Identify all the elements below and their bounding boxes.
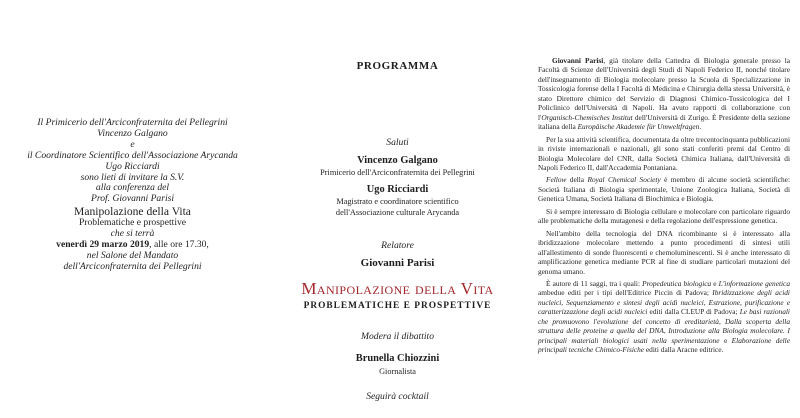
bio-paragraph: [538, 56, 790, 132]
conference-title: Manipolazione della Vita: [301, 279, 494, 298]
bio-paragraph: Per la sua attività scientifica, documentata da oltre trecentocinquanta pubblicazioni in riviste internazionali e nazionali, gli sono stati conferiti premi dal Centro di Biologia Molecolare del CNR, dalla Società Chimica Italiana, dall'Università di Napoli Federico II, dall'Accademia Pontaniana.: [538, 134, 790, 172]
bio-society: Royal Chemical Society: [587, 175, 661, 185]
bio-text: editi dalla Aracne editrice.: [644, 345, 724, 355]
bio-text: editi dalla CLEUP di Padova;: [647, 307, 740, 317]
invitation-line: Ugo Ricciardi: [105, 160, 160, 172]
speaker-role: Primicerio dell'Arciconfraternita dei Pellegrini: [320, 168, 475, 177]
bio-text: .: [699, 122, 702, 132]
invitation-line: dell'Arciconfraternita dei Pellegrini: [63, 260, 202, 272]
saluti-label: Saluti: [386, 137, 409, 148]
biography-panel: [530, 0, 800, 418]
program-heading: PROGRAMMA: [356, 60, 439, 72]
bio-paragraph: [538, 279, 790, 355]
bio-text: è membro di alcune società scientifiche: Società Italiana di Biologia sperimentale, Unione Zoologica Italiana, Società di Genetica Umana, Società Italiana di Biochimica e Biologia.: [538, 175, 790, 204]
invitation-time: , alle ore 17.30,: [149, 239, 209, 251]
invitation-line: Il Primicerio dell'Arciconfraternita dei Pellegrini: [37, 117, 228, 128]
invitation-conference-subtitle: Problematiche e prospettive: [78, 217, 187, 229]
bio-text: dell'Università di Zurigo. È Presidente della sezione italiana della: [538, 112, 791, 132]
moderator-label: Modera il dibattito: [360, 331, 435, 342]
invitation-line: alla conferenza del: [95, 182, 170, 194]
bio-book-title: L'informazione genetica: [718, 278, 790, 288]
invitation-line: che si terrà: [110, 228, 155, 240]
bio-paragraph: Nell'ambito della tecnologia del DNA ricombinante si è interessato alla ibridizzazione molecolare mettendo a punto procedimenti di sintesi utili all'allestimento di sonde fluorescenti e chemoluminescenti. Si è anche interessato di amplificazione genetica mediante PCR al fine di studiare particolari mutazioni del genoma umano.: [538, 228, 790, 276]
closing-note: Seguirà cocktail: [366, 391, 429, 402]
bio-text: , già titolare della Cattedra di Biologia generale presso la Facoltà di Scienze dell'Università degli Studi di Napoli Federico II, nonché titolare dell'insegnamento di Biologia molecolare presso la Scuola di Specializzazione in Tossicologia forense della I Facoltà di Medicina e Chirurgia della stessa Università, è stato Direttore chimico del Servizio di Diagnosi Chimico-Tossicologica del I Policlinico dell'Università di Napoli. Ha avuto rapporti di collaborazione con l': [538, 56, 791, 122]
speaker-name: Ugo Ricciardi: [366, 184, 429, 195]
invitation-line: il Coordinatore Scientifico dell'Associazione Arycanda: [27, 149, 238, 161]
bio-text: della: [566, 175, 588, 185]
bio-text: e: [719, 335, 732, 345]
speaker-role: Magistrato e coordinatore scientifico: [336, 197, 459, 206]
relatore-name: Giovanni Parisi: [360, 257, 435, 269]
bio-name: Giovanni Parisi: [552, 56, 604, 65]
bio-text: ambedue editi per i tipi dell'Editrice Piccin di Padova;: [538, 288, 713, 298]
bio-paragraph: Si è sempre interessato di Biologia cellulare e molecolare con particolare riguardo alle problematiche della mutagenesi e della regolazione dell'espressione genetica.: [538, 206, 790, 226]
moderator-role: Giornalista: [379, 367, 416, 376]
moderator-name: Brunella Chiozzini: [355, 353, 440, 364]
program-panel: [265, 0, 530, 418]
invitation-line: e: [130, 138, 135, 150]
bio-paragraph: [538, 175, 790, 203]
invitation-line: Vincenzo Galgano: [97, 127, 168, 139]
bio-book-title: Ibridizzazione degli acidi nucleici, Sequenziamento e sintesi degli acidi nucleici, Estrazione, purificazione e caratterizzazione degli acidi nucleici: [538, 288, 790, 317]
bio-book-title: Elaborazione delle principali tecniche Chimico-Fisiche: [538, 335, 790, 355]
bio-institute: Europäische Akademie für Umweltfragen: [577, 122, 700, 132]
speaker-name: Vincenzo Galgano: [357, 155, 438, 166]
conference-subtitle: PROBLEMATICHE E PROSPETTIVE: [303, 301, 492, 311]
bio-fellow: Fellow: [546, 175, 567, 185]
invitation-date: venerdì 29 marzo 2019: [56, 239, 150, 251]
invitation-line: sono lieti di invitare la S.V.: [80, 171, 185, 183]
bio-text: e: [711, 278, 719, 288]
invitation-conference-title: Manipolazione della Vita: [74, 205, 191, 219]
speaker-role: dell'Associazione culturale Arycanda: [335, 208, 460, 217]
invitation-panel: [0, 0, 265, 418]
relatore-label: Relatore: [381, 240, 414, 251]
invitation-line: nel Salone del Mandato: [86, 249, 179, 261]
invitation-line: Prof. Giovanni Parisi: [90, 193, 175, 205]
bio-book-title: Propedeutica biologica: [642, 278, 712, 288]
invitation-text: [0, 118, 265, 273]
bio-text: È autore di 11 saggi, tra i quali:: [546, 278, 643, 288]
bio-institute: Organisch-Chemisches Institut: [541, 112, 633, 122]
biography-text: [538, 56, 790, 358]
bio-book-title: Le basi razionali che promuovono l'evoluzione del concetto di ereditarietà, Dalla scoperta della struttura delle proteine a quella del DNA, Introduzione alla Biologia molecolare. I principali materiali biologici usati nella sperimentazione: [538, 307, 790, 345]
